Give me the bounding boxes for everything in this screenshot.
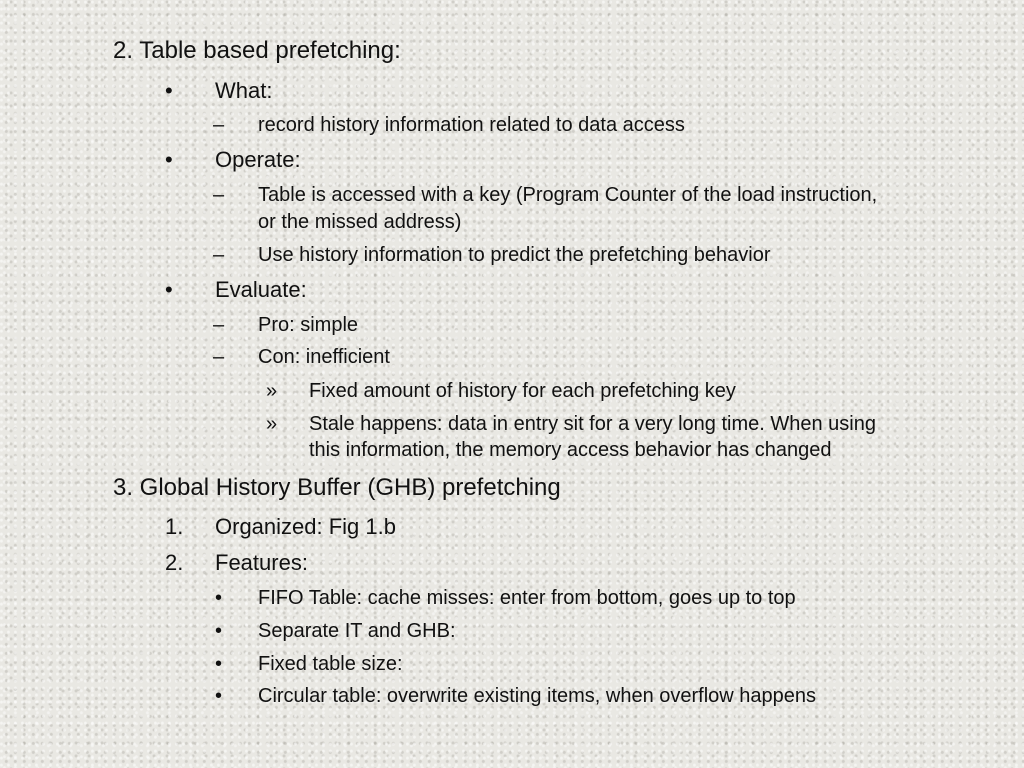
- bullet-marker: •: [165, 277, 173, 302]
- chevron-marker: »: [266, 413, 278, 435]
- section-heading-table-prefetching: 2. Table based prefetching:: [113, 37, 401, 64]
- section-heading-ghb-prefetching: 3. Global History Buffer (GHB) prefetching: [113, 474, 561, 501]
- bullet-marker: •: [215, 653, 223, 675]
- feature-fifo-table: FIFO Table: cache misses: enter from bottom, goes up to top: [258, 587, 796, 609]
- dash-marker: –: [213, 184, 225, 206]
- feature-fixed-table-size: Fixed table size:: [258, 653, 403, 675]
- bullet-marker: •: [215, 587, 223, 609]
- sub-item-con: Con: inefficient: [258, 346, 390, 368]
- dash-marker: –: [213, 314, 225, 336]
- sub-item-use-history: Use history information to predict the prefetching behavior: [258, 244, 771, 266]
- sub-item-table-key: Table is accessed with a key (Program Counter of the load instruction,: [258, 184, 878, 206]
- bullet-marker: •: [165, 78, 173, 103]
- numbered-item-features: Features:: [215, 550, 308, 575]
- feature-circular-table: Circular table: overwrite existing items, when overflow happens: [258, 685, 817, 707]
- bullet-marker: •: [165, 147, 173, 172]
- dash-marker: –: [213, 114, 225, 136]
- feature-separate-it-ghb: Separate IT and GHB:: [258, 620, 456, 642]
- sub-sub-item-stale: Stale happens: data in entry sit for a very long time. When using: [309, 413, 876, 435]
- bullet-evaluate: Evaluate:: [215, 277, 307, 302]
- sub-sub-item-stale-continuation: this information, the memory access behavior has changed: [309, 439, 832, 461]
- bullet-what: What:: [215, 78, 273, 103]
- sub-item-table-key-continuation: or the missed address): [258, 211, 462, 233]
- bullet-operate: Operate:: [215, 147, 301, 172]
- numbered-item-organized: Organized: Fig 1.b: [215, 514, 396, 539]
- bullet-marker: •: [215, 620, 223, 642]
- number-marker: 2.: [165, 550, 184, 575]
- sub-item-record-history: record history information related to data access: [258, 114, 685, 136]
- bullet-marker: •: [215, 685, 223, 707]
- dash-marker: –: [213, 244, 225, 266]
- chevron-marker: »: [266, 380, 278, 402]
- dash-marker: –: [213, 346, 225, 368]
- number-marker: 1.: [165, 514, 184, 539]
- sub-sub-item-fixed-history: Fixed amount of history for each prefetching key: [309, 380, 736, 402]
- sub-item-pro: Pro: simple: [258, 314, 359, 336]
